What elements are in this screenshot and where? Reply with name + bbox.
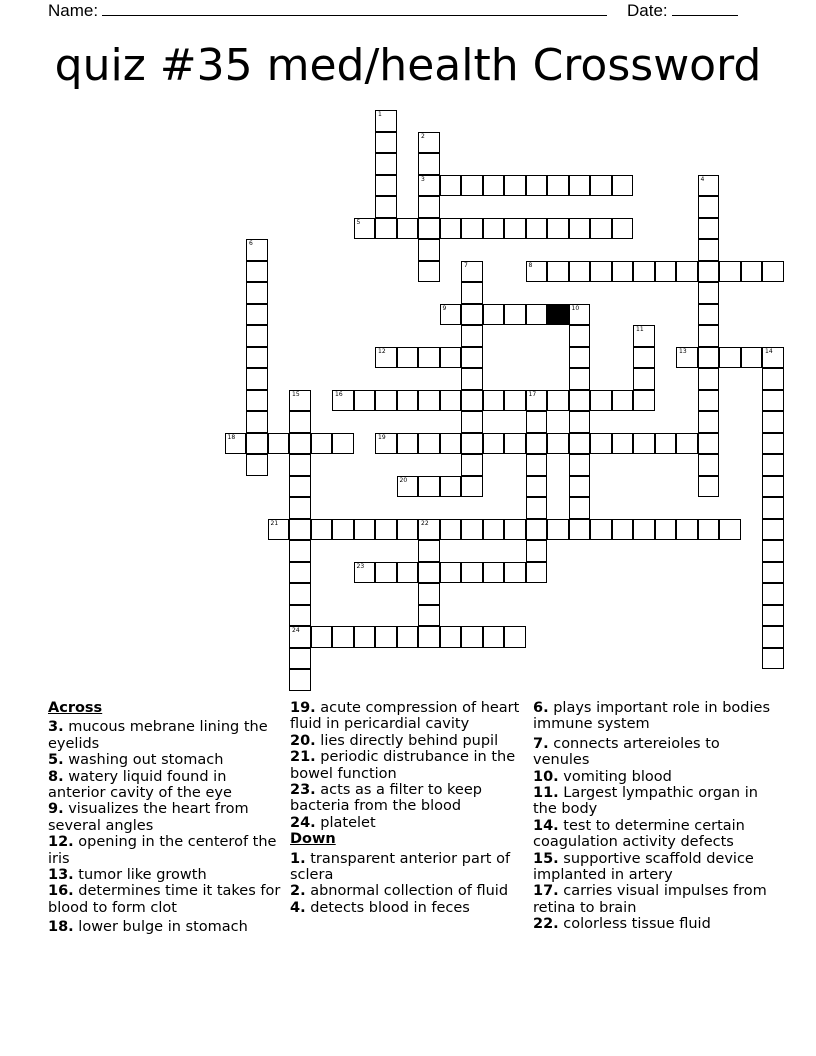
grid-cell[interactable] (547, 433, 569, 455)
grid-cell[interactable] (311, 626, 333, 648)
grid-cell[interactable] (504, 175, 526, 197)
grid-cell[interactable] (483, 175, 505, 197)
grid-cell[interactable] (762, 497, 784, 519)
clue-number: 8 (528, 261, 533, 269)
across-clue-9: 9. visualizes the heart from several angles (48, 801, 249, 834)
grid-cell[interactable] (375, 562, 397, 584)
grid-cell[interactable] (504, 218, 526, 240)
grid-cell[interactable] (504, 390, 526, 412)
across-heading: Across (48, 700, 103, 716)
clue-number: 19 (378, 433, 386, 441)
clue-number: 9 (442, 304, 447, 312)
across-clue-24: 24. platelet (290, 814, 376, 831)
grid-cell[interactable] (590, 390, 612, 412)
grid-cell[interactable] (569, 390, 591, 412)
clue-number: 16 (335, 390, 343, 398)
grid-cell[interactable] (461, 390, 483, 412)
grid-cell[interactable] (483, 304, 505, 326)
grid-cell[interactable] (655, 433, 677, 455)
grid-cell[interactable] (397, 626, 419, 648)
grid-cell[interactable] (440, 519, 462, 541)
grid-cell[interactable] (440, 390, 462, 412)
grid-cell[interactable] (569, 519, 591, 541)
grid-cell[interactable] (375, 110, 397, 132)
grid-cell[interactable] (762, 605, 784, 627)
grid-cell[interactable] (698, 218, 720, 240)
grid-cell[interactable] (418, 540, 440, 562)
grid-cell[interactable] (418, 347, 440, 369)
grid-cell[interactable] (246, 390, 268, 412)
grid-cell[interactable] (461, 325, 483, 347)
grid-cell[interactable] (547, 519, 569, 541)
clue-number: 11 (636, 326, 644, 333)
grid-cell[interactable] (440, 304, 462, 326)
grid-cell[interactable] (375, 433, 397, 455)
grid-cell[interactable] (590, 261, 612, 283)
grid-cell[interactable] (676, 347, 698, 369)
clue-number: 20 (399, 476, 408, 484)
grid-cell[interactable] (698, 347, 720, 369)
grid-cell[interactable] (698, 519, 720, 541)
grid-cell[interactable] (375, 175, 397, 197)
grid-cell[interactable] (461, 411, 483, 433)
grid-cell[interactable] (698, 304, 720, 326)
grid-cell[interactable] (461, 218, 483, 240)
grid-cell[interactable] (418, 519, 440, 541)
grid-cell[interactable] (397, 218, 419, 240)
grid-cell[interactable] (676, 433, 698, 455)
grid-cell[interactable] (418, 261, 440, 283)
grid-cell[interactable] (655, 519, 677, 541)
across-clue-20: 20. lies directly behind pupil (290, 732, 499, 749)
grid-cell[interactable] (590, 519, 612, 541)
grid-cell[interactable] (526, 304, 548, 326)
grid-cell[interactable] (461, 476, 483, 498)
grid-cell[interactable] (676, 519, 698, 541)
grid-cell[interactable] (719, 519, 741, 541)
grid-cell[interactable] (418, 390, 440, 412)
grid-cell[interactable] (526, 497, 548, 519)
grid-cell[interactable] (461, 304, 483, 326)
grid-cell[interactable] (440, 626, 462, 648)
grid-cell[interactable] (569, 368, 591, 390)
across-clue-8: 8. watery liquid found in anterior cavity of the eye (48, 768, 232, 802)
grid-cell[interactable] (246, 325, 268, 347)
grid-cell[interactable] (440, 433, 462, 455)
grid-cell[interactable] (397, 562, 419, 584)
grid-cell[interactable] (289, 605, 311, 627)
grid-cell[interactable] (741, 261, 763, 283)
grid-cell[interactable] (762, 519, 784, 541)
grid-cell[interactable] (375, 626, 397, 648)
grid-cell[interactable] (461, 433, 483, 455)
grid-cell[interactable] (569, 497, 591, 519)
grid-cell[interactable] (762, 261, 784, 283)
grid-cell[interactable] (418, 239, 440, 261)
grid-cell[interactable] (246, 433, 268, 455)
down-clue-11: 11. Largest lympathic organ in the body (533, 785, 758, 818)
clue-number: 10 (571, 304, 580, 312)
grid-cell[interactable] (418, 175, 440, 197)
grid-cell[interactable] (526, 562, 548, 584)
grid-cell[interactable] (762, 626, 784, 648)
grid-cell[interactable] (354, 390, 376, 412)
grid-cell[interactable] (526, 390, 548, 412)
grid-cell[interactable] (375, 347, 397, 369)
grid-cell[interactable] (698, 239, 720, 261)
grid-cell[interactable] (569, 218, 591, 240)
clue-column-3 (533, 700, 773, 933)
grid-cell[interactable] (246, 347, 268, 369)
grid-cell[interactable] (289, 540, 311, 562)
page-title: quiz #35 med/health Crossword (54, 40, 762, 91)
down-clue-15: 15. supportive scaffold device implanted in artery (533, 850, 754, 884)
grid-cell[interactable] (698, 196, 720, 218)
grid-cell[interactable] (461, 282, 483, 304)
grid-cell[interactable] (762, 411, 784, 433)
down-clue-10: 10. vomiting blood (533, 768, 672, 785)
grid-cell[interactable] (483, 519, 505, 541)
grid-cell[interactable] (375, 218, 397, 240)
grid-cell[interactable] (461, 175, 483, 197)
black-square (547, 304, 569, 326)
grid-cell[interactable] (418, 433, 440, 455)
across-clue-3: 3. mucous mebrane lining the eyelids (48, 719, 268, 752)
clue-number: 6 (249, 240, 253, 247)
clue-number: 2 (421, 132, 425, 140)
grid-cell[interactable] (246, 304, 268, 326)
name-label: Name: (48, 1, 99, 20)
grid-cell[interactable] (569, 476, 591, 498)
clue-column-1 (48, 700, 288, 936)
across-clue-13: 13. tumor like growth (48, 867, 207, 884)
grid-cell[interactable] (418, 562, 440, 584)
grid-cell[interactable] (526, 476, 548, 498)
grid-cell[interactable] (289, 583, 311, 605)
grid-cell[interactable] (590, 175, 612, 197)
grid-cell[interactable] (698, 282, 720, 304)
grid-cell[interactable] (526, 454, 548, 476)
clue-number: 18 (227, 433, 236, 441)
grid-cell[interactable] (397, 476, 419, 498)
grid-cell[interactable] (268, 433, 290, 455)
grid-cell[interactable] (375, 390, 397, 412)
clue-number: 24 (292, 627, 300, 634)
grid-cell[interactable] (569, 411, 591, 433)
grid-cell[interactable] (246, 239, 268, 261)
grid-cell[interactable] (698, 261, 720, 283)
grid-cell[interactable] (719, 261, 741, 283)
across-clue-5: 5. washing out stomach (48, 752, 224, 769)
grid-cell[interactable] (569, 175, 591, 197)
across-clue-23: 23. acts as a filter to keep bacteria from the blood (290, 782, 482, 815)
grid-cell[interactable] (332, 519, 354, 541)
grid-cell[interactable] (461, 454, 483, 476)
grid-cell[interactable] (440, 347, 462, 369)
grid-cell[interactable] (225, 433, 247, 455)
grid-cell[interactable] (762, 347, 784, 369)
grid-cell[interactable] (612, 433, 634, 455)
grid-cell[interactable] (418, 605, 440, 627)
grid-cell[interactable] (483, 218, 505, 240)
grid-cell[interactable] (289, 626, 311, 648)
clue-number: 4 (700, 175, 705, 183)
down-clue-17: 17. carries visual impulses from retina to brain (533, 883, 767, 916)
grid-cell[interactable] (418, 626, 440, 648)
grid-cell[interactable] (741, 347, 763, 369)
grid-cell[interactable] (633, 433, 655, 455)
grid-cell[interactable] (633, 390, 655, 412)
grid-cell[interactable] (418, 476, 440, 498)
clue-number: 15 (292, 390, 300, 398)
grid-cell[interactable] (698, 476, 720, 498)
grid-cell[interactable] (268, 519, 290, 541)
grid-cell[interactable] (397, 519, 419, 541)
clue-number: 23 (356, 562, 365, 570)
down-clue-4: 4. detects blood in feces (290, 899, 470, 916)
grid-cell[interactable] (289, 648, 311, 670)
grid-cell[interactable] (461, 562, 483, 584)
grid-cell[interactable] (418, 218, 440, 240)
across-clue-12: 12. opening in the centerof the iris (48, 834, 277, 867)
down-clue-22: 22. colorless tissue fluid (533, 916, 711, 933)
clue-number: 12 (378, 347, 386, 355)
grid-cell[interactable] (289, 454, 311, 476)
grid-cell[interactable] (633, 261, 655, 283)
grid-cell[interactable] (483, 433, 505, 455)
grid-cell[interactable] (676, 261, 698, 283)
clue-number: 17 (528, 390, 537, 398)
grid-cell[interactable] (633, 347, 655, 369)
down-clue-14: 14. test to determine certain coagulation activity defects (533, 817, 745, 851)
grid-cell[interactable] (461, 261, 483, 283)
across-clue-18: 18. lower bulge in stomach (48, 919, 248, 936)
grid-cell[interactable] (590, 433, 612, 455)
grid-cell[interactable] (418, 583, 440, 605)
grid-cell[interactable] (397, 347, 419, 369)
grid-cell[interactable] (633, 368, 655, 390)
grid-cell[interactable] (526, 175, 548, 197)
grid-cell[interactable] (246, 411, 268, 433)
grid-cell[interactable] (483, 562, 505, 584)
grid-cell[interactable] (569, 347, 591, 369)
grid-cell[interactable] (418, 132, 440, 154)
down-clue-6: 6. plays important role in bodies immune system (533, 700, 771, 733)
grid-cell[interactable] (762, 583, 784, 605)
grid-cell[interactable] (504, 433, 526, 455)
grid-cell[interactable] (289, 476, 311, 498)
grid-cell[interactable] (698, 411, 720, 433)
down-heading: Down (290, 831, 336, 848)
grid-cell[interactable] (547, 261, 569, 283)
grid-cell[interactable] (311, 433, 333, 455)
grid-cell[interactable] (504, 626, 526, 648)
grid-cell[interactable] (440, 562, 462, 584)
grid-cell[interactable] (504, 562, 526, 584)
grid-cell[interactable] (354, 218, 376, 240)
grid-cell[interactable] (698, 368, 720, 390)
grid-cell[interactable] (504, 519, 526, 541)
grid-cell[interactable] (461, 347, 483, 369)
grid-cell[interactable] (440, 476, 462, 498)
grid-cell[interactable] (289, 433, 311, 455)
clue-number: 5 (356, 218, 361, 226)
grid-cell[interactable] (526, 433, 548, 455)
grid-cell[interactable] (289, 669, 311, 691)
grid-cell[interactable] (526, 411, 548, 433)
grid-cell[interactable] (762, 562, 784, 584)
grid-cell[interactable] (547, 390, 569, 412)
grid-cell[interactable] (719, 347, 741, 369)
grid-cell[interactable] (762, 454, 784, 476)
grid-cell[interactable] (569, 454, 591, 476)
grid-cell[interactable] (526, 261, 548, 283)
grid-cell[interactable] (289, 390, 311, 412)
date-label: Date: (627, 1, 668, 20)
clue-column-2 (290, 700, 530, 916)
across-clue-19: 19. acute compression of heart fluid in pericardial cavity (290, 700, 520, 733)
grid-cell[interactable] (762, 433, 784, 455)
across-clue-21: 21. periodic distrubance in the bowel function (290, 749, 516, 782)
down-clue-2: 2. abnormal collection of fluid (290, 883, 509, 900)
grid-cell[interactable] (332, 390, 354, 412)
clue-number: 7 (464, 261, 468, 269)
grid-cell[interactable] (418, 196, 440, 218)
grid-cell[interactable] (698, 175, 720, 197)
grid-cell[interactable] (698, 390, 720, 412)
grid-cell[interactable] (547, 175, 569, 197)
clue-number: 22 (421, 519, 429, 527)
grid-cell[interactable] (246, 282, 268, 304)
grid-cell[interactable] (612, 261, 634, 283)
grid-cell[interactable] (762, 390, 784, 412)
grid-cell[interactable] (483, 626, 505, 648)
grid-cell[interactable] (397, 390, 419, 412)
grid-cell[interactable] (612, 519, 634, 541)
grid-cell[interactable] (375, 132, 397, 154)
grid-cell[interactable] (569, 261, 591, 283)
clue-number: 13 (679, 347, 687, 355)
grid-cell[interactable] (289, 497, 311, 519)
grid-cell[interactable] (569, 433, 591, 455)
grid-cell[interactable] (569, 325, 591, 347)
clue-number: 1 (378, 111, 382, 118)
grid-cell[interactable] (526, 540, 548, 562)
clue-number: 21 (270, 519, 279, 527)
grid-cell[interactable] (461, 626, 483, 648)
grid-cell[interactable] (375, 196, 397, 218)
grid-cell[interactable] (504, 304, 526, 326)
grid-cell[interactable] (483, 390, 505, 412)
grid-cell[interactable] (332, 626, 354, 648)
grid-cell[interactable] (246, 261, 268, 283)
grid-cell[interactable] (397, 433, 419, 455)
grid-cell[interactable] (246, 368, 268, 390)
down-clue-7: 7. connects artereioles to venules (533, 735, 720, 769)
grid-cell[interactable] (289, 411, 311, 433)
grid-cell[interactable] (762, 540, 784, 562)
grid-cell[interactable] (354, 519, 376, 541)
grid-cell[interactable] (698, 325, 720, 347)
grid-cell[interactable] (762, 648, 784, 670)
clue-number: 14 (765, 347, 773, 355)
grid-cell[interactable] (655, 261, 677, 283)
grid-cell[interactable] (590, 218, 612, 240)
grid-cell[interactable] (311, 519, 333, 541)
grid-cell[interactable] (440, 175, 462, 197)
grid-cell[interactable] (461, 368, 483, 390)
grid-cell[interactable] (698, 454, 720, 476)
grid-cell[interactable] (633, 325, 655, 347)
grid-cell[interactable] (354, 626, 376, 648)
grid-cell[interactable] (762, 476, 784, 498)
grid-cell[interactable] (762, 368, 784, 390)
grid-cell[interactable] (375, 519, 397, 541)
grid-cell[interactable] (246, 454, 268, 476)
down-clue-1: 1. transparent anterior part of sclera (290, 850, 511, 884)
grid-cell[interactable] (289, 519, 311, 541)
grid-cell[interactable] (354, 562, 376, 584)
grid-cell[interactable] (461, 519, 483, 541)
grid-cell[interactable] (612, 218, 634, 240)
grid-cell[interactable] (698, 433, 720, 455)
across-clue-16: 16. determines time it takes for blood to form clot (48, 883, 281, 916)
grid-cell[interactable] (418, 153, 440, 175)
grid-cell[interactable] (440, 218, 462, 240)
grid-cell[interactable] (612, 390, 634, 412)
grid-cell[interactable] (526, 519, 548, 541)
grid-cell[interactable] (569, 304, 591, 326)
grid-cell[interactable] (633, 519, 655, 541)
grid-cell[interactable] (375, 153, 397, 175)
grid-cell[interactable] (332, 433, 354, 455)
grid-cell[interactable] (289, 562, 311, 584)
grid-cell[interactable] (526, 218, 548, 240)
clue-number: 3 (421, 175, 425, 183)
grid-cell[interactable] (612, 175, 634, 197)
grid-cell[interactable] (547, 218, 569, 240)
